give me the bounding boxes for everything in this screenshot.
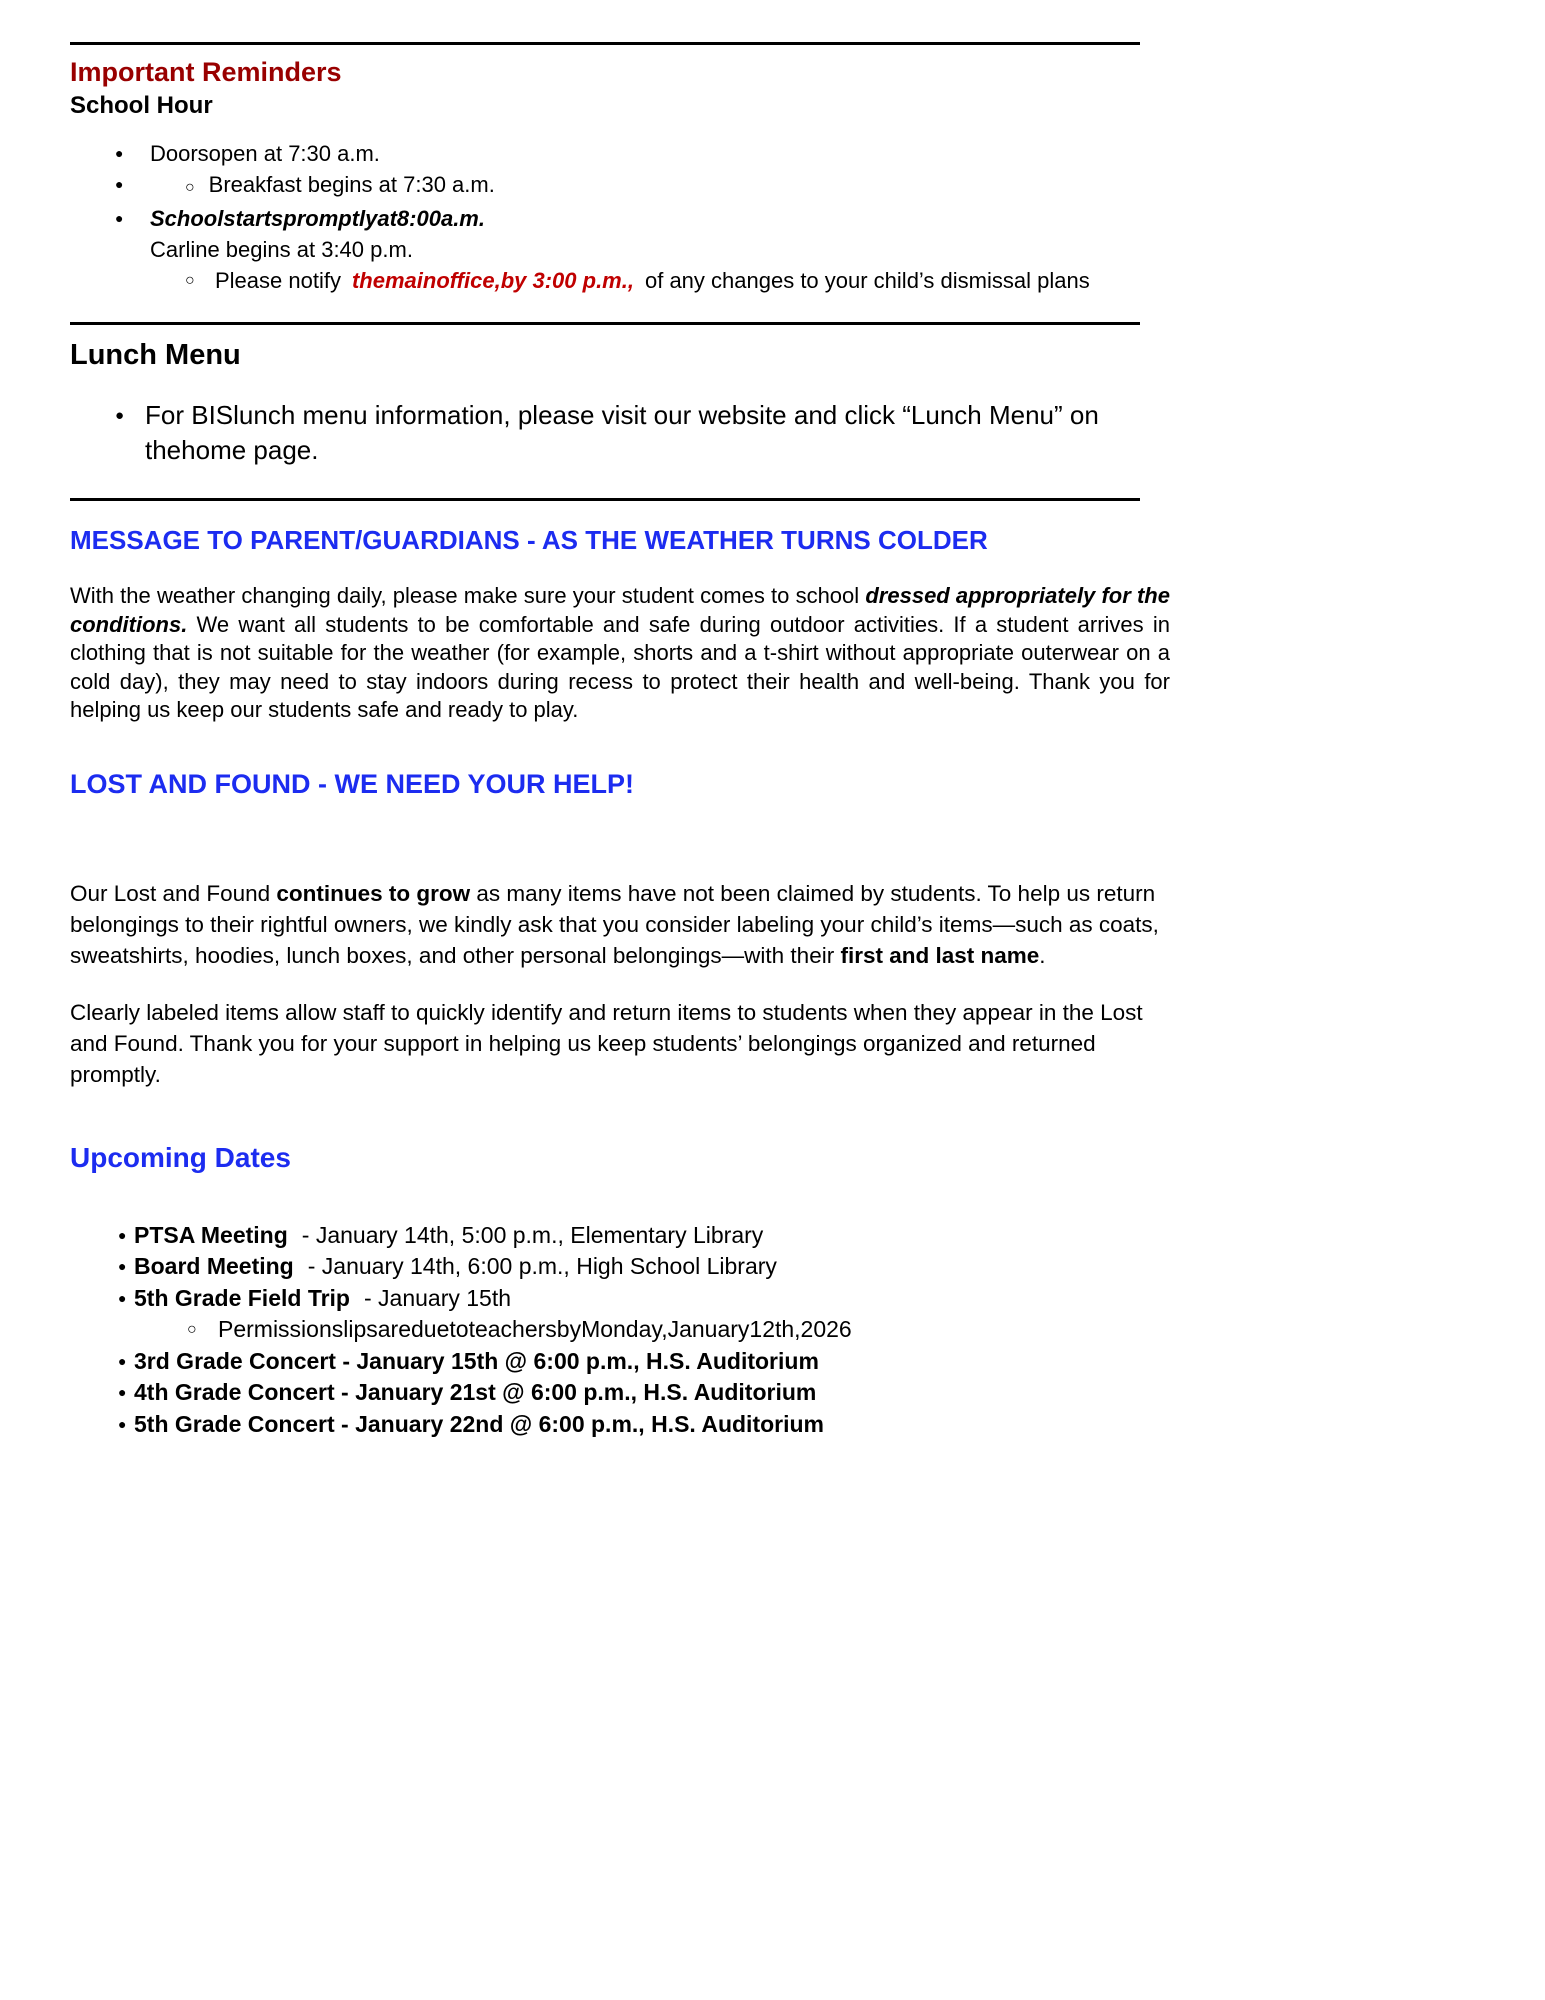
upcoming-item-5th-concert (70, 1409, 1170, 1441)
upcoming-item-text (134, 1377, 1170, 1409)
weather-message-title: MESSAGE TO PARENT/GUARDIANS - AS THE WEATHER TURNS COLDER (70, 525, 988, 555)
lost-text-bold-2: first and last name (840, 942, 1040, 968)
upcoming-item-text (134, 1251, 1170, 1283)
upcoming-item-board (70, 1251, 1170, 1283)
weather-paragraph (70, 582, 1170, 725)
upcoming-item-3rd-concert (70, 1346, 1170, 1378)
upcoming-dates-title: Upcoming Dates (70, 1141, 291, 1173)
upcoming-item-ptsa (70, 1220, 1170, 1252)
event-name: Board Meeting (134, 1253, 294, 1279)
weather-text-2: We want all students to be comfortable and safe during outdoor activities. If a student arrives in clothing that is not suitable for the weather (for example, shorts and a t-shirt without appropriate outerwear on a cold day), they may need to stay indoors during recess to protect their health and well-being. Thank you for helping us keep our students safe and ready to play. (70, 611, 1170, 722)
upcoming-item-text (134, 1409, 1170, 1441)
event-name: 5th Grade Field Trip (134, 1284, 350, 1311)
bullet-disc-icon: ● (115, 210, 124, 226)
lost-found-paragraph-1 (70, 878, 1170, 971)
carline-text: Carline begins at 3:40 p.m. (150, 237, 413, 262)
weather-text-bold: dressed appropriately for the conditions. (70, 583, 1170, 637)
weather-text-1: With the weather changing daily, please make sure your student comes to school (70, 583, 860, 608)
lost-text-1: Our Lost and Found (70, 880, 271, 906)
lost-text-bold-1: continues to grow (276, 880, 471, 906)
lost-text-2: as many items have not been claimed by students. To help us return belongings to their rightful owners, we kindly ask that you consider labeling your child’s items—such as coats, sweatshirts, hoodies, lunch boxes, and other personal belongings—with their (70, 880, 1159, 968)
event-details: - January 14th, 6:00 p.m., High School Library (307, 1253, 777, 1279)
bullet-circle-icon: ○ (187, 1321, 197, 1338)
notify-line (215, 265, 1170, 296)
school-starts-text: Schoolstartspromptlyat8:00a.m. (150, 206, 485, 231)
breakfast-text: Breakfast begins at 7:30 a.m. (208, 172, 495, 197)
bullet-circle-icon: ○ (185, 179, 195, 196)
bullet-disc-icon: ● (115, 176, 124, 192)
notify-subitem (150, 265, 1170, 296)
event-name: 5th Grade Concert - January 22nd @ 6:00 p.m., H.S. Auditorium (134, 1410, 824, 1437)
doors-text: Doorsopen at 7:30 a.m. (150, 141, 380, 166)
school-start-body (150, 203, 1170, 296)
bullet-disc-icon: ● (115, 145, 124, 161)
lost-text-period: . (1039, 942, 1046, 968)
upcoming-item-text (134, 1346, 1170, 1378)
upcoming-item-field-trip (70, 1283, 1170, 1315)
bullet-disc-icon: ● (118, 1289, 127, 1306)
bullet-disc-icon: ● (118, 1352, 127, 1369)
upcoming-item-text (134, 1283, 1170, 1315)
list-item-doors (70, 138, 1170, 169)
lunch-menu-item (70, 398, 1150, 468)
notify-pre-text: Please notify (215, 268, 341, 293)
breakfast-line (150, 169, 1170, 203)
permission-slips-text: PermissionslipsareduetoteachersbyMonday,January12th,2026 (218, 1316, 852, 1342)
bullet-disc-icon: ● (118, 1384, 127, 1400)
section-divider (70, 42, 1140, 45)
event-name: 4th Grade Concert - January 21st @ 6:00 p.m., H.S. Auditorium (134, 1379, 817, 1405)
bullet-disc-icon: ● (115, 407, 125, 424)
event-name: PTSA Meeting (134, 1221, 288, 1248)
permission-slips-subitem (70, 1314, 1170, 1346)
notify-highlight-text: themainoffice,by 3:00 p.m., (351, 268, 634, 293)
section-divider (70, 322, 1140, 325)
section-divider (70, 498, 1140, 501)
notify-post-text: of any changes to your child’s dismissal plans (644, 268, 1090, 293)
important-reminders-title: Important Reminders (70, 57, 342, 87)
bullet-circle-icon: ○ (185, 272, 195, 289)
list-item-breakfast (70, 169, 1170, 203)
upcoming-dates-list (70, 1220, 1170, 1441)
list-item-school-start (70, 203, 1170, 296)
bullet-disc-icon: ● (118, 1226, 127, 1243)
event-details: - January 14th, 5:00 p.m., Elementary Library (301, 1221, 764, 1248)
event-details: - January 15th (363, 1284, 512, 1311)
upcoming-item-4th-concert (70, 1377, 1170, 1409)
bullet-disc-icon: ● (118, 1258, 127, 1274)
upcoming-item-text (134, 1220, 1170, 1252)
reminders-list (70, 138, 1170, 296)
lunch-menu-title: Lunch Menu (70, 339, 241, 371)
school-hour-subtitle: School Hour (70, 92, 213, 119)
bullet-disc-icon: ● (118, 1415, 127, 1432)
lunch-menu-text: For BISlunch menu information, please visit our website and click “Lunch Menu” on thehome page. (145, 400, 1099, 465)
lost-and-found-title: LOST AND FOUND - WE NEED YOUR HELP! (70, 768, 635, 799)
lost-found-paragraph-2: Clearly labeled items allow staff to quickly identify and return items to students when they appear in the Lost and Found. Thank you for your support in helping us keep students’ belongings organized and returned promptly. (70, 999, 1143, 1087)
event-name: 3rd Grade Concert - January 15th @ 6:00 p.m., H.S. Auditorium (134, 1347, 819, 1374)
